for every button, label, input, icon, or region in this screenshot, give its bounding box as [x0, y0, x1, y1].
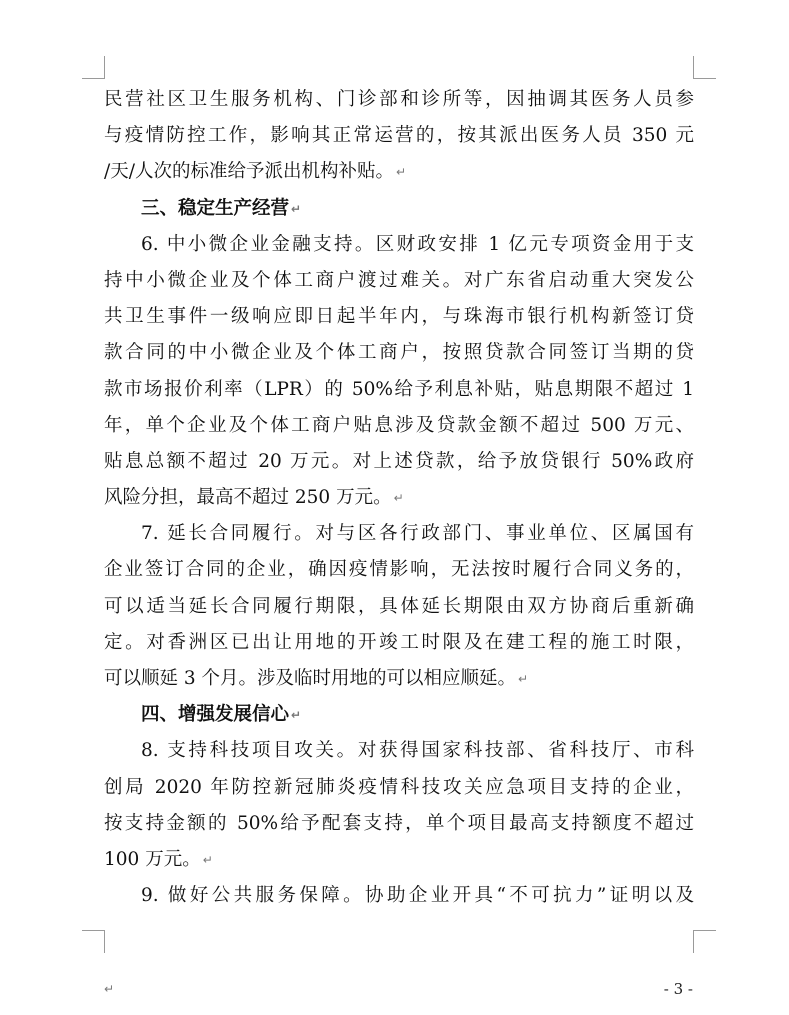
section-heading-3: 三、稳定生产经营 ↵: [141, 197, 302, 219]
crop-mark-bottom-right: [693, 930, 716, 953]
body-line: 可以适当延长合同履行期限，具体延长期限由双方协商后重新确: [104, 595, 694, 617]
document-body: [104, 82, 694, 914]
body-line: 与疫情防控工作，影响其正常运营的，按其派出医务人员 350 元: [104, 125, 694, 147]
body-line: 风险分担，最高不超过 250 万元。 ↵: [104, 487, 404, 509]
footer-paragraph-mark-icon: ↵: [104, 982, 115, 996]
paragraph-mark-icon: ↵: [291, 201, 302, 216]
page-number: - 3 -: [663, 980, 693, 998]
body-line: 可以顺延 3 个月。涉及临时用地的可以相应顺延。 ↵: [104, 668, 529, 690]
body-line: 100 万元。 ↵: [104, 849, 213, 871]
body-line: 共卫生事件一级响应即日起半年内，与珠海市银行机构新签订贷: [104, 306, 694, 328]
crop-mark-top-right: [693, 56, 716, 79]
body-line: 按支持金额的 50%给予配套支持，单个项目最高支持额度不超过: [104, 812, 694, 834]
paragraph-mark-icon: ↵: [393, 491, 404, 506]
body-line: 款市场报价利率（LPR）的 50%给予利息补贴，贴息期限不超过 1: [104, 378, 694, 400]
paragraph-mark-icon: ↵: [518, 672, 529, 686]
body-line: 7. 延长合同履行。对与区各行政部门、事业单位、区属国有: [141, 523, 694, 545]
crop-mark-bottom-left: [82, 930, 105, 953]
section-heading-4: 四、增强发展信心 ↵: [141, 704, 302, 726]
body-line: 创局 2020 年防控新冠肺炎疫情科技攻关应急项目支持的企业，: [104, 776, 694, 798]
body-line: 年，单个企业及个体工商户贴息涉及贷款金额不超过 500 万元、: [104, 414, 694, 436]
body-line: 企业签订合同的企业，确因疫情影响，无法按时履行合同义务的，: [104, 559, 694, 581]
body-line: 贴息总额不超过 20 万元。对上述贷款，给予放贷银行 50%政府: [104, 450, 694, 472]
body-line: /天/人次的标准给予派出机构补贴。 ↵: [104, 161, 407, 183]
paragraph-mark-icon: ↵: [202, 852, 213, 867]
body-line: 款合同的中小微企业及个体工商户，按照贷款合同签订当期的贷: [104, 342, 694, 364]
body-line: 定。对香洲区已出让用地的开竣工时限及在建工程的施工时限，: [104, 631, 694, 653]
crop-mark-top-left: [82, 56, 105, 79]
body-line: 9. 做好公共服务保障。协助企业开具“不可抗力”证明以及: [141, 885, 694, 907]
body-line: 持中小微企业及个体工商户渡过难关。对广东省启动重大突发公: [104, 269, 694, 291]
body-line: 8. 支持科技项目攻关。对获得国家科技部、省科技厅、市科: [141, 740, 694, 762]
paragraph-mark-icon: ↵: [291, 708, 302, 723]
body-line: 民营社区卫生服务机构、门诊部和诊所等，因抽调其医务人员参: [104, 89, 694, 110]
body-line: 6. 中小微企业金融支持。区财政安排 1 亿元专项资金用于支: [141, 233, 694, 255]
paragraph-mark-icon: ↵: [395, 165, 407, 180]
